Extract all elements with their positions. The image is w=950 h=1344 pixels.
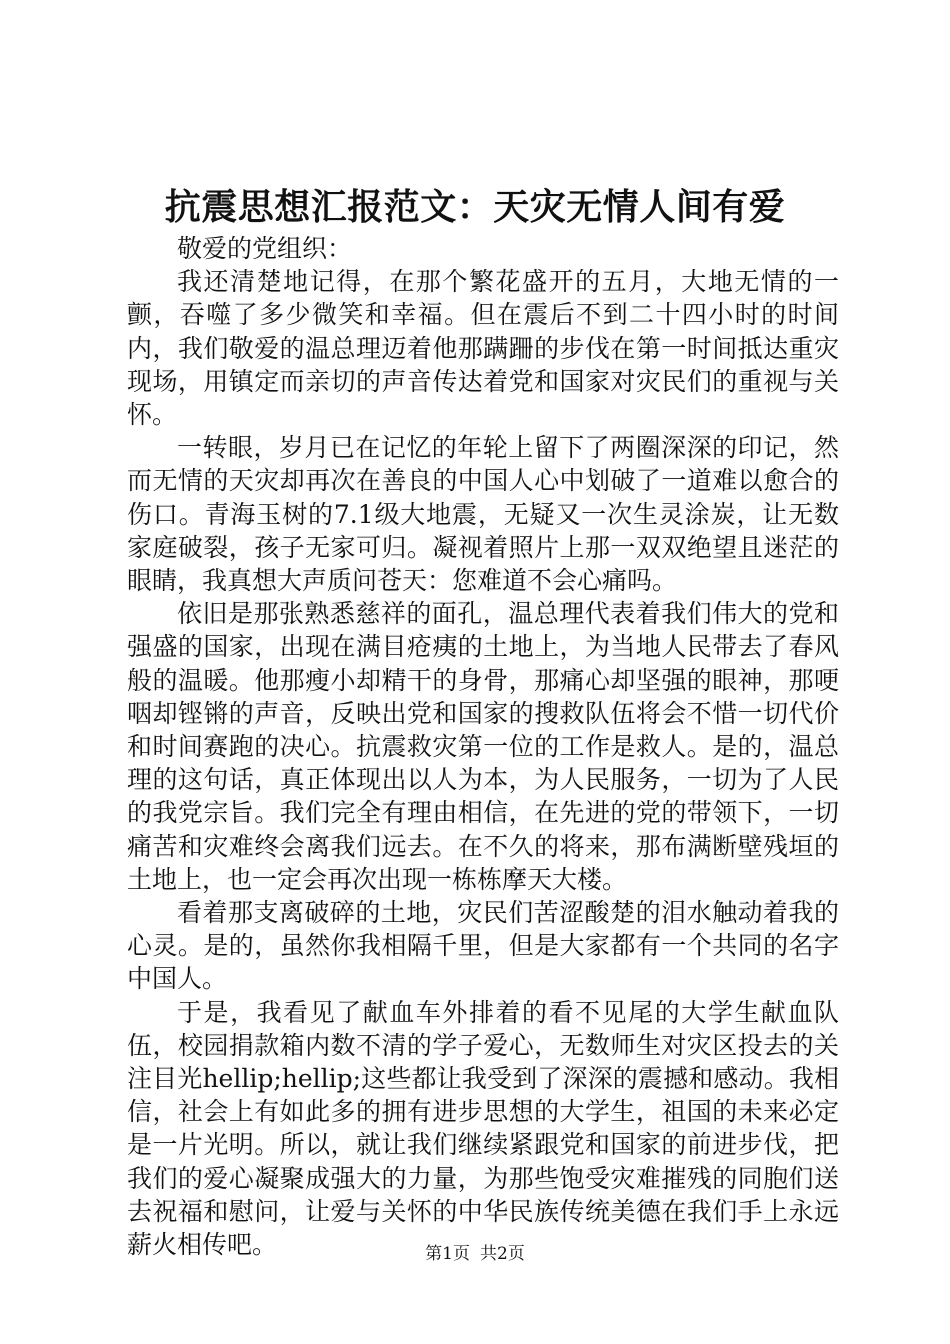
salutation: 敬爱的党组织： — [177, 234, 353, 263]
page-footer — [0, 1242, 950, 1266]
document-title: 抗震思想汇报范文：天灾无情人间有爱 — [164, 186, 786, 228]
page-number-total: 共2页 — [480, 1244, 525, 1264]
paragraph-2: 一转眼，岁月已在记忆的年轮上留下了两圈深深的印记，然而无情的天灾却再次在善良的中国人心中划破了一道难以愈合的伤口。青海玉树的7.1级大地震，无疑又一次生灵涂炭，让无数家庭破裂，孩子无家可归。凝视着照片上那一双双绝望且迷茫的眼睛，我真想大声质问苍天：您难道不会心痛吗。 — [127, 433, 839, 596]
paragraph-5: 于是，我看见了献血车外排着的看不见尾的大学生献血队伍，校园捐款箱内数不清的学子爱心，无数师生对灾区投去的关注目光hellip;hellip;这些都让我受到了深深的震撼和感动。我相信，社会上有如此多的拥有进步思想的大学生，祖国的未来必定是一片光明。所以，就让我们继续紧跟党和国家的前进步伐，把我们的爱心凝聚成强大的力量，为那些饱受灾难摧残的同胞们送去祝福和慰问，让爱与关怀的中华民族传统美德在我们手上永远薪火相传吧。 — [127, 997, 839, 1260]
paragraph-3: 依旧是那张熟悉慈祥的面孔，温总理代表着我们伟大的党和强盛的国家，出现在满目疮痍的土地上，为当地人民带去了春风般的温暖。他那瘦小却精干的身骨，那痛心却坚强的眼神，那哽咽却铿锵的声音，反映出党和国家的搜救队伍将会不惜一切代价和时间赛跑的决心。抗震救灾第一位的工作是救人。是的，温总理的这句话，真正体现出以人为本，为人民服务，一切为了人民的我党宗旨。我们完全有理由相信，在先进的党的带领下，一切痛苦和灾难终会离我们远去。在不久的将来，那布满断壁残垣的土地上，也一定会再次出现一栋栋摩天大楼。 — [127, 599, 839, 894]
page-number-current: 第1页 — [425, 1244, 470, 1264]
document-body — [127, 232, 839, 1261]
paragraph-1: 我还清楚地记得，在那个繁花盛开的五月，大地无情的一颤，吞噬了多少微笑和幸福。但在震后不到二十四小时的时间内，我们敬爱的温总理迈着他那蹒跚的步伐在第一时间抵达重灾现场，用镇定而亲切的声音传达着党和国家对灾民们的重视与关怀。 — [127, 267, 839, 430]
paragraph-4: 看着那支离破碎的土地，灾民们苦涩酸楚的泪水触动着我的心灵。是的，虽然你我相隔千里，但是大家都有一个共同的名字中国人。 — [127, 898, 839, 994]
